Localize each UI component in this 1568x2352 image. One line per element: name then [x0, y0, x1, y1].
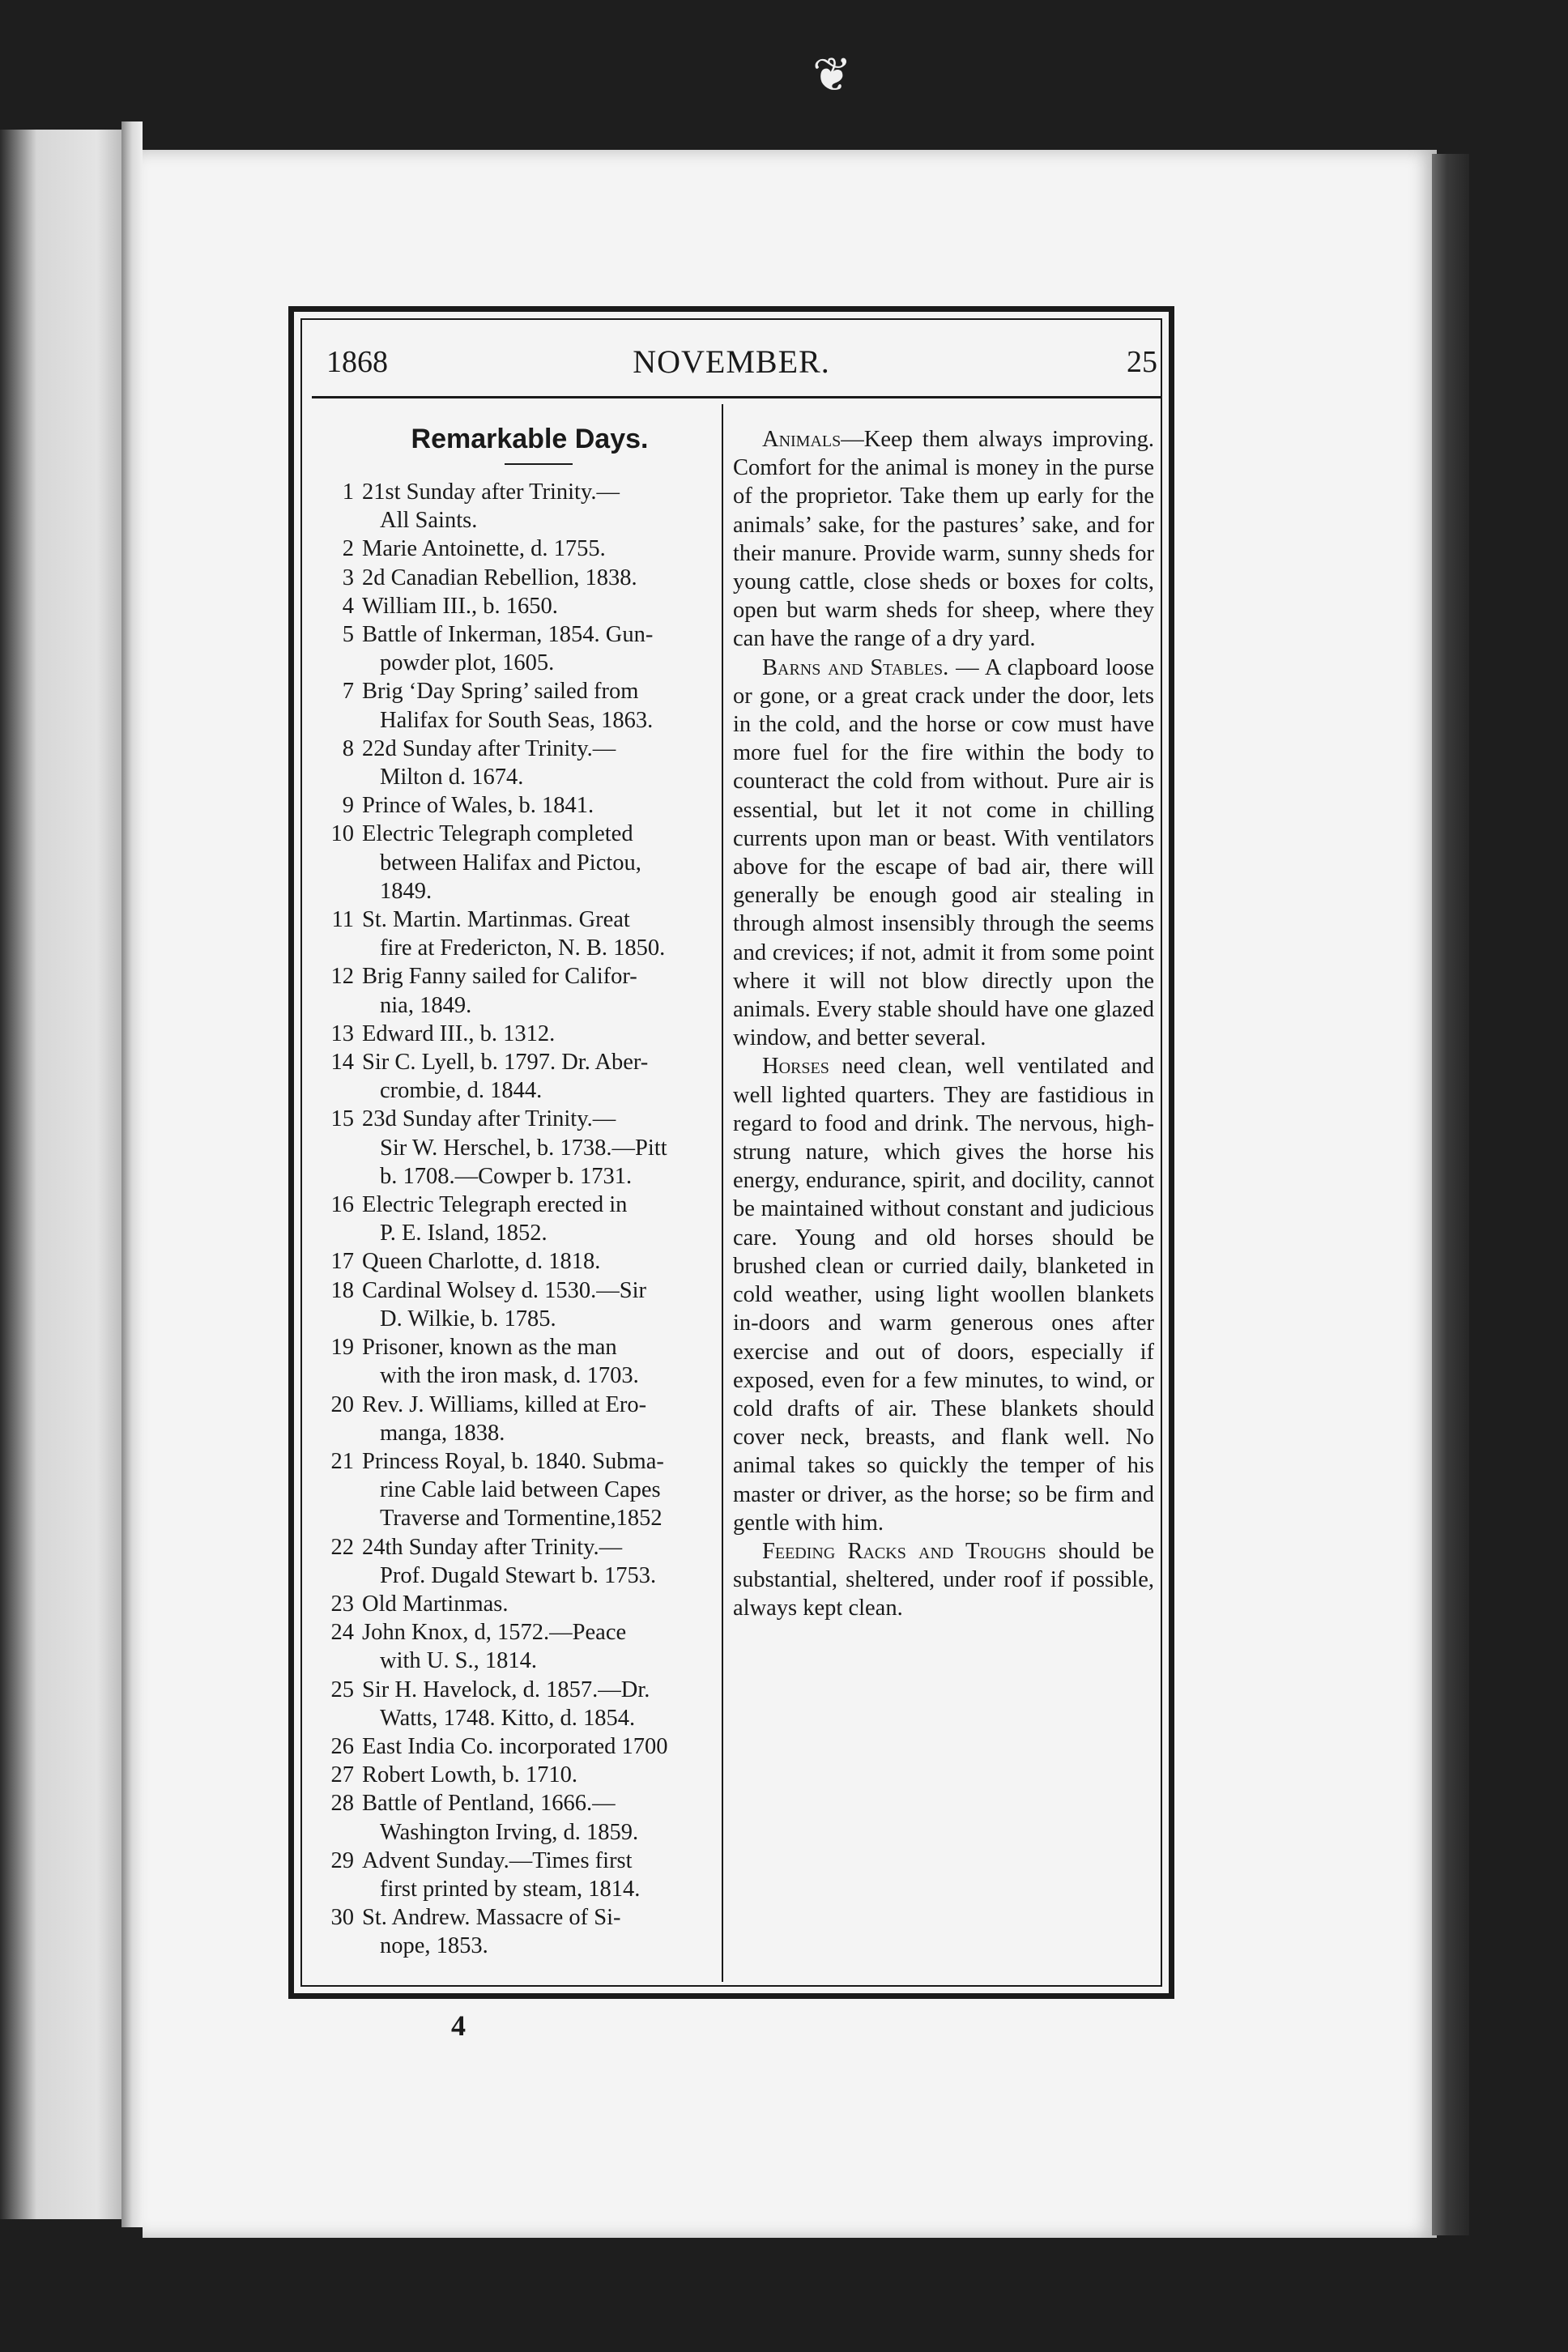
day-text	[362, 1191, 712, 1247]
day-text-line: Brig Fanny sailed for Califor-	[362, 964, 637, 990]
day-number: 12	[330, 964, 354, 990]
day-text	[362, 1789, 712, 1846]
day-entry	[318, 1676, 712, 1732]
day-number: 9	[342, 793, 354, 819]
day-text	[362, 735, 712, 791]
day-text-line: Marie Antoinette, d. 1755.	[362, 536, 606, 562]
day-text	[362, 1333, 712, 1390]
day-text-line: 23d Sunday after Trinity.—	[362, 1106, 616, 1132]
day-text	[362, 1276, 712, 1333]
day-entry	[318, 735, 712, 791]
day-text	[362, 478, 712, 535]
day-text-line: St. Martin. Martinmas. Great	[362, 907, 630, 933]
day-entry	[318, 1276, 712, 1333]
day-number: 14	[330, 1050, 354, 1076]
day-text-line: Advent Sunday.—Times first	[362, 1847, 633, 1873]
day-text-line: St. Andrew. Massacre of Si-	[362, 1905, 621, 1931]
day-text-line: Sir H. Havelock, d. 1857.—Dr.	[362, 1677, 650, 1702]
day-number: 8	[342, 735, 354, 761]
day-entry	[318, 1618, 712, 1675]
farming-notes-column	[733, 425, 1154, 1623]
day-entry	[318, 1391, 712, 1447]
signature-mark: 4	[451, 2009, 466, 2042]
day-text-line: Electric Telegraph erected in	[362, 1192, 628, 1218]
day-entry	[318, 1903, 712, 1960]
day-number: 1	[342, 479, 354, 505]
day-text	[362, 535, 712, 563]
day-text-line: powder plot, 1605.	[380, 650, 555, 676]
title-rule	[505, 463, 573, 465]
day-text-line: Milton d. 1674.	[380, 765, 524, 790]
day-entry	[318, 1847, 712, 1903]
day-entry	[318, 564, 712, 592]
day-entry	[318, 962, 712, 1019]
day-text-line: nope, 1853.	[380, 1933, 488, 1959]
day-text	[362, 620, 712, 677]
day-entry	[318, 1105, 712, 1191]
day-entry	[318, 535, 712, 563]
paragraph-barns: Barns and Stables. — A clapboard loose or gone, or a great crack under the door, lets in the cold, and the horse or cow must have more fuel for the fire within the body to counteract the cold from without. Pure air is essential, but let it not come in chilling currents upon man or beast. With ventilators above for the escape of bad air, there will generally be enough good air stealing in through almost insensibly through the seems and crevices; if not, admit it from some point where it will not blow directly upon the animals. Every stable should have one glazed window, and better several.	[733, 654, 1154, 1051]
library-stamp-icon: ❦	[812, 47, 852, 102]
day-number: 16	[330, 1192, 354, 1218]
day-number: 28	[330, 1791, 354, 1817]
day-text-line: 21st Sunday after Trinity.—	[362, 479, 620, 505]
day-entry	[318, 1590, 712, 1618]
day-text-line: Robert Lowth, b. 1710.	[362, 1762, 577, 1788]
day-text-line: Prince of Wales, b. 1841.	[362, 793, 594, 819]
day-text-line: with the iron mask, d. 1703.	[380, 1363, 639, 1389]
day-entry	[318, 478, 712, 535]
day-number: 20	[330, 1391, 354, 1417]
day-text-line: fire at Fredericton, N. B. 1850.	[380, 935, 666, 961]
day-number: 5	[342, 622, 354, 648]
day-text-line: Queen Charlotte, d. 1818.	[362, 1249, 601, 1275]
day-number: 18	[330, 1277, 354, 1303]
day-text	[362, 1590, 712, 1618]
header-page-number: 25	[1127, 345, 1157, 379]
day-number: 24	[330, 1620, 354, 1646]
day-text	[362, 1732, 712, 1761]
day-text-line: Electric Telegraph completed	[362, 821, 633, 847]
day-text-line: 1849.	[380, 878, 432, 904]
day-text-line: Prof. Dugald Stewart b. 1753.	[380, 1562, 657, 1588]
day-entry	[318, 1048, 712, 1105]
day-text-line: P. E. Island, 1852.	[380, 1221, 548, 1246]
day-text	[362, 1105, 712, 1191]
column-divider	[722, 404, 723, 1982]
day-text-line: Prisoner, known as the man	[362, 1335, 617, 1361]
day-entry	[318, 1533, 712, 1590]
day-number: 19	[330, 1335, 354, 1361]
day-text-line: Halifax for South Seas, 1863.	[380, 707, 654, 733]
day-text-line: 22d Sunday after Trinity.—	[362, 735, 616, 761]
day-entry	[318, 1191, 712, 1247]
day-number: 4	[342, 593, 354, 619]
day-text	[362, 905, 712, 962]
day-text-line: nia, 1849.	[380, 992, 472, 1018]
day-text	[362, 1048, 712, 1105]
day-number: 26	[330, 1733, 354, 1759]
remarkable-days-column	[318, 424, 712, 1961]
day-entry	[318, 592, 712, 620]
day-number: 21	[330, 1448, 354, 1474]
day-text-line: Old Martinmas.	[362, 1591, 509, 1617]
day-entry	[318, 1761, 712, 1789]
day-text-line: East India Co. incorporated 1700	[362, 1733, 668, 1759]
day-text-line: Battle of Pentland, 1666.—	[362, 1791, 616, 1817]
day-text	[362, 1847, 712, 1903]
day-entry	[318, 905, 712, 962]
page-edge	[1432, 154, 1469, 2235]
day-number: 23	[330, 1591, 354, 1617]
day-text	[362, 962, 712, 1019]
day-text-line: Washington Irving, d. 1859.	[380, 1819, 639, 1845]
day-entry	[318, 1447, 712, 1533]
day-text-line: All Saints.	[380, 508, 478, 534]
day-text	[362, 1533, 712, 1590]
day-number: 30	[330, 1905, 354, 1931]
section-title: Remarkable Days.	[411, 424, 649, 454]
day-text-line: Traverse and Tormentine,1852	[380, 1506, 663, 1532]
day-number: 22	[330, 1534, 354, 1560]
day-text-line: Rev. J. Williams, killed at Ero-	[362, 1391, 647, 1417]
page-frame	[288, 306, 1174, 1999]
day-text-line: 24th Sunday after Trinity.—	[362, 1534, 623, 1560]
day-entry	[318, 1333, 712, 1390]
day-entry	[318, 1247, 712, 1276]
day-text	[362, 1020, 712, 1048]
day-text-line: John Knox, d, 1572.—Peace	[362, 1620, 627, 1646]
day-text-line: William III., b. 1650.	[362, 593, 558, 619]
day-text	[362, 592, 712, 620]
day-text	[362, 1447, 712, 1533]
day-text-line: rine Cable laid between Capes	[380, 1477, 661, 1503]
day-text-line: manga, 1838.	[380, 1420, 505, 1446]
header-year: 1868	[326, 345, 388, 379]
day-text	[362, 1618, 712, 1675]
days-list	[318, 478, 712, 1961]
day-entry	[318, 1020, 712, 1048]
day-entry	[318, 791, 712, 820]
day-text-line: Brig ‘Day Spring’ sailed from	[362, 679, 639, 705]
day-number: 27	[330, 1762, 354, 1788]
day-text	[362, 1676, 712, 1732]
day-number: 2	[342, 536, 354, 562]
paragraph-animals: Animals—Keep them always improving. Comfort for the animal is money in the purse of the proprietor. Take them up early for the animals’ sake, for the pastures’ sake, and for their manure. Provide warm, sunny sheds for young cattle, close sheds or boxes for colts, open but warm sheds for sheep, where they can have the range of a dry yard.	[733, 427, 1154, 652]
facing-page	[0, 130, 121, 2219]
day-text-line: D. Wilkie, b. 1785.	[380, 1306, 556, 1332]
day-text	[362, 1761, 712, 1789]
day-text-line: Cardinal Wolsey d. 1530.—Sir	[362, 1277, 647, 1303]
day-number: 29	[330, 1847, 354, 1873]
day-number: 17	[330, 1249, 354, 1275]
day-number: 10	[330, 821, 354, 847]
day-text	[362, 1903, 712, 1960]
day-text-line: between Halifax and Pictou,	[380, 850, 641, 876]
day-number: 25	[330, 1677, 354, 1702]
day-text-line: Sir C. Lyell, b. 1797. Dr. Aber-	[362, 1050, 649, 1076]
day-text	[362, 677, 712, 734]
day-text	[362, 1391, 712, 1447]
day-number: 15	[330, 1106, 354, 1132]
day-number: 13	[330, 1020, 354, 1046]
day-text-line: b. 1708.—Cowper b. 1731.	[380, 1163, 633, 1189]
day-entry	[318, 620, 712, 677]
day-number: 3	[342, 565, 354, 590]
paragraph-feeding: Feeding Racks and Troughs should be substantial, sheltered, under roof if possible, always kept clean.	[733, 1538, 1154, 1621]
day-text	[362, 820, 712, 905]
day-text	[362, 564, 712, 592]
day-text-line: first printed by steam, 1814.	[380, 1876, 641, 1902]
day-text	[362, 1247, 712, 1276]
header-rule	[312, 396, 1161, 398]
day-number: 7	[342, 679, 354, 705]
gutter	[121, 121, 143, 2227]
day-text-line: Watts, 1748. Kitto, d. 1854.	[380, 1705, 636, 1731]
day-text-line: 2d Canadian Rebellion, 1838.	[362, 565, 637, 590]
day-entry	[318, 1789, 712, 1846]
day-text-line: Sir W. Herschel, b. 1738.—Pitt	[380, 1135, 667, 1161]
header-month: NOVEMBER.	[633, 343, 830, 380]
day-text-line: Princess Royal, b. 1840. Subma-	[362, 1448, 664, 1474]
paragraph-horses: Horses need clean, well ventilated and well lighted quarters. They are fastidious in regard to food and drink. The nervous, high-strung nature, which gives the horse his energy, endurance, spirit, and docility, cannot be maintained without constant and judicious care. Young and old horses should be brushed clean or curried daily, blanketed in cold weather, using light woollen blankets in-doors and warm generous ones after exercise and out of doors, especially if exposed, even for a few minutes, to wind, or cold drafts of air. These blankets should cover neck, breasts, and flank well. No animal takes so quickly the temper of his master or driver, as the horse; so be firm and gentle with him.	[733, 1054, 1154, 1536]
day-number: 11	[331, 907, 354, 933]
day-text-line: Edward III., b. 1312.	[362, 1020, 556, 1046]
day-text-line: Battle of Inkerman, 1854. Gun-	[362, 622, 654, 648]
day-text-line: with U. S., 1814.	[380, 1648, 537, 1674]
day-text	[362, 791, 712, 820]
day-text-line: crombie, d. 1844.	[380, 1078, 543, 1104]
day-entry	[318, 1732, 712, 1761]
day-entry	[318, 820, 712, 905]
day-entry	[318, 677, 712, 734]
